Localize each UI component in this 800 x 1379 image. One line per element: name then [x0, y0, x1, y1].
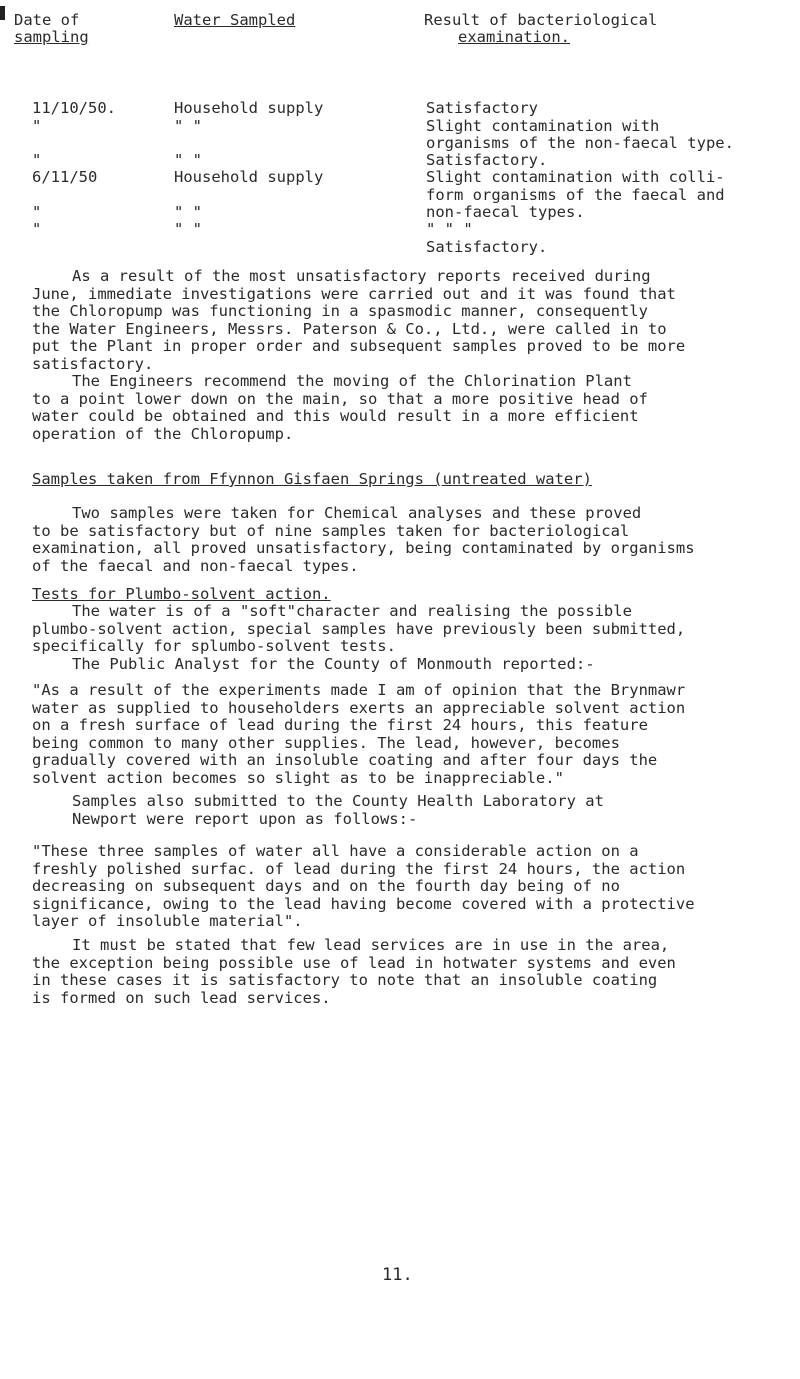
page-number: 11. — [382, 1265, 413, 1285]
paragraph-engineers — [32, 373, 648, 443]
table-cell-water: " " — [174, 151, 202, 169]
para-line: The water is of a "soft"character and realising the possible — [72, 602, 632, 620]
table-cell-result: non-faecal types. — [426, 203, 585, 221]
para-line: Two samples were taken for Chemical analyses and these proved — [72, 504, 642, 522]
para-line: specifically for splumbo-solvent tests. — [32, 637, 396, 655]
para-line: the Water Engineers, Messrs. Paterson & Co., Ltd., were called in to — [32, 319, 667, 338]
table-cell-result: Slight contamination with colli- — [426, 168, 725, 186]
header-water-sampled: Water Sampled — [174, 11, 296, 29]
quote-line: freshly polished surfac. of lead during the first 24 hours, the action — [32, 859, 686, 878]
table-cell-water: " " — [174, 203, 202, 221]
para-line: examination, all proved unsatisfactory, being contaminated by organisms — [32, 539, 695, 557]
para-line: plumbo-solvent action, special samples have previously been submitted, — [32, 619, 686, 638]
heading-plumbo-solvent: Tests for Plumbo-solvent action. — [32, 585, 331, 603]
header-result — [424, 12, 657, 46]
para-line: June, immediate investigations were carried out and it was found that — [32, 284, 676, 303]
para-line: in these cases it is satisfactory to note that an insoluble coating — [32, 971, 658, 989]
table-cell-result: Satisfactory — [426, 99, 538, 117]
header-date-line1: Date of — [14, 11, 80, 29]
table-cell-date: " — [32, 151, 42, 169]
para-line: is formed on such lead services. — [32, 988, 331, 1007]
table-cell-date: 6/11/50 — [32, 168, 98, 186]
para-line: Newport were report upon as follows:- — [72, 809, 418, 828]
para-line: the exception being possible use of lead in hotwater systems and even — [32, 953, 676, 972]
paragraph-chloropump — [32, 268, 685, 373]
para-line: Samples also submitted to the County Health Laboratory at — [72, 792, 604, 810]
para-line: satisfactory. — [32, 354, 154, 373]
table-cell-result: organisms of the non-faecal type. — [426, 134, 734, 152]
quote-line: water as supplied to householders exerts an appreciable solvent action — [32, 698, 686, 717]
table-cell-water: Household supply — [174, 168, 324, 186]
quote-line: significance, owing to the lead having become covered with a protective — [32, 894, 695, 913]
quote-line: "These three samples of water all have a considerable action on a — [32, 842, 639, 860]
quote-line: being common to many other supplies. The lead, however, becomes — [32, 733, 620, 752]
table-cell-date: 11/10/50. — [32, 99, 116, 117]
margin-mark — [0, 6, 5, 20]
table-cell-date: " — [32, 203, 42, 221]
para-line: put the Plant in proper order and subsequent samples proved to be more — [32, 337, 686, 355]
quote-line: on a fresh surface of lead during the first 24 hours, this feature — [32, 716, 648, 734]
header-date — [14, 12, 89, 46]
para-line: the Chloropump was functioning in a spasmodic manner, consequently — [32, 302, 648, 320]
header-date-line2: sampling — [14, 28, 89, 46]
table-cell-result: " " " — [426, 220, 473, 238]
para-line: The Public Analyst for the County of Monmouth reported:- — [72, 654, 595, 673]
table-cell-result: form organisms of the faecal and — [426, 186, 725, 204]
table-cell-water: " " — [174, 220, 202, 238]
table-cell-date: " — [32, 220, 42, 238]
quote-public-analyst — [32, 682, 685, 787]
quote-county-lab — [32, 843, 695, 931]
quote-line: decreasing on subsequent days and on the fourth day being of no — [32, 877, 620, 895]
table-cell-date: " — [32, 117, 42, 135]
table-cell-result: Satisfactory. — [426, 151, 548, 169]
para-line: It must be stated that few lead services are in use in the area, — [72, 936, 670, 954]
paragraph-lead-services — [32, 937, 676, 1007]
table-cell-water: Household supply — [174, 99, 324, 117]
header-result-line2: examination. — [458, 28, 570, 46]
para-line: operation of the Chloropump. — [32, 424, 294, 443]
paragraph-soft-water — [32, 603, 685, 673]
header-result-line1: Result of bacteriological — [424, 11, 658, 29]
table-cell-water: " " — [174, 117, 202, 135]
heading-ffynnon-gisfaen: Samples taken from Ffynnon Gisfaen Springs (untreated water) — [32, 470, 592, 488]
para-line: to a point lower down on the main, so that a more positive head of — [32, 389, 648, 408]
quote-line: "As a result of the experiments made I am of opinion that the Brynmawr — [32, 681, 686, 699]
para-line: water could be obtained and this would result in a more efficient — [32, 407, 639, 425]
quote-line: layer of insoluble material". — [32, 912, 303, 930]
table-cell-result: Satisfactory. — [426, 238, 548, 256]
para-line: The Engineers recommend the moving of the Chlorination Plant — [72, 372, 632, 390]
table-cell-result: Slight contamination with — [426, 117, 660, 135]
quote-line: solvent action becomes so slight as to be inappreciable." — [32, 768, 564, 787]
paragraph-county-lab — [32, 793, 604, 828]
paragraph-samples — [32, 505, 695, 575]
para-line: As a result of the most unsatisfactory reports received during — [72, 267, 651, 285]
para-line: of the faecal and non-faecal types. — [32, 556, 359, 575]
quote-line: gradually covered with an insoluble coating and after four days the — [32, 751, 658, 769]
para-line: to be satisfactory but of nine samples taken for bacteriological — [32, 521, 630, 540]
